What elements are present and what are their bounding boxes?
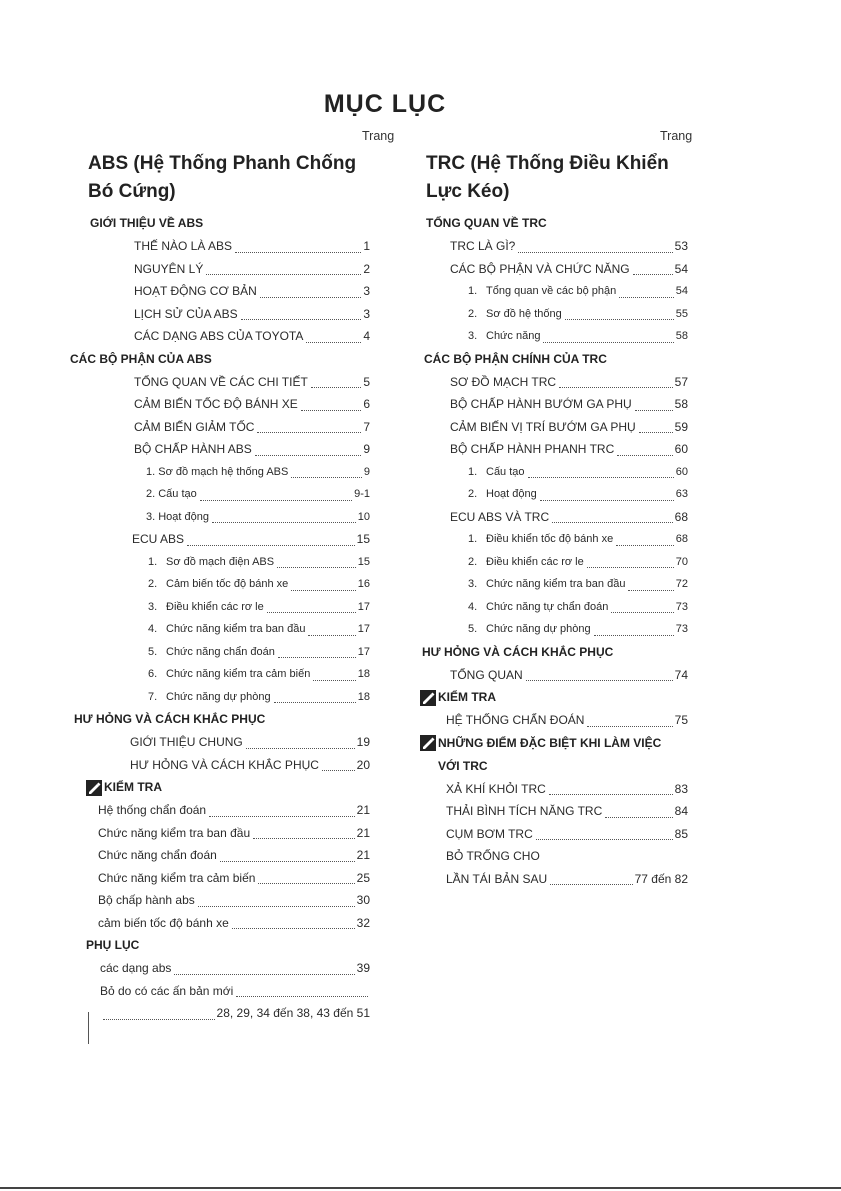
group-head-text: KIỂM TRA xyxy=(438,690,496,704)
leader-dots xyxy=(611,611,673,613)
entry-label: SƠ ĐỒ MẠCH TRC xyxy=(450,374,557,389)
entry-page: 70 xyxy=(675,555,688,568)
entry-page: 18 xyxy=(357,668,370,680)
entry-number: 2. xyxy=(148,578,158,590)
pencil-note-icon xyxy=(86,780,102,796)
entry-label: Chức năng chẩn đoán xyxy=(98,848,217,862)
entry-label: 2. Cấu tạo xyxy=(146,488,197,500)
trc-title-line-2: Lực Kéo) xyxy=(426,181,510,202)
toc-entry[interactable] xyxy=(98,889,370,912)
leader-dots xyxy=(639,431,673,433)
entry-number: 4. xyxy=(468,600,478,613)
leader-dots xyxy=(322,769,355,771)
entry-label: THẾ NÀO LÀ ABS xyxy=(134,239,233,253)
entry-page: 73 xyxy=(675,600,688,613)
entry-page: 9-1 xyxy=(354,488,370,500)
leader-dots xyxy=(206,273,361,275)
entry-page: 32 xyxy=(356,915,370,930)
leader-dots xyxy=(301,409,362,411)
group-head-text: NHỮNG ĐIỂM ĐẶC BIỆT KHI LÀM VIỆC xyxy=(438,735,662,750)
entry-page: 77 đến 82 xyxy=(634,871,688,886)
entry-page: 1 xyxy=(363,239,370,253)
entry-label: Chức năng kiểm tra ban đầu xyxy=(98,825,251,840)
entry-page: 85 xyxy=(674,826,688,841)
entry-label: CỤM BƠM TRC xyxy=(446,826,533,841)
leader-dots xyxy=(587,566,674,568)
entry-label: CẢM BIẾN VỊ TRÍ BƯỚM GA PHỤ xyxy=(450,419,636,434)
leader-dots xyxy=(212,521,356,523)
group-head-abs-inspection xyxy=(86,776,370,799)
toc-entry[interactable] xyxy=(148,641,370,664)
toc-entry[interactable] xyxy=(98,799,370,822)
leader-dots xyxy=(277,566,356,568)
entry-page: 58 xyxy=(675,330,688,342)
entry-number: 2. xyxy=(468,307,478,320)
toc-entry[interactable] xyxy=(146,483,370,506)
leader-dots xyxy=(313,679,355,681)
leader-dots xyxy=(311,386,362,388)
entry-label: Chức năng dự phòng xyxy=(486,623,591,635)
toc-entry[interactable] xyxy=(468,461,688,484)
abs-title-line-1: ABS (Hệ Thống Phanh Chống xyxy=(88,153,357,174)
toc-entry[interactable] xyxy=(134,280,370,303)
entry-page: 15 xyxy=(356,532,370,546)
toc-entry[interactable] xyxy=(98,912,370,935)
entry-label: THẢI BÌNH TÍCH NĂNG TRC xyxy=(446,804,603,818)
group-head-trc-special-notes-line-2: VỚI TRC xyxy=(438,758,488,773)
toc-entry[interactable] xyxy=(446,709,688,732)
entry-label: Điều khiển các rơ le xyxy=(486,555,584,568)
entry-page: 10 xyxy=(357,510,370,523)
entry-page: 58 xyxy=(674,397,688,411)
entry-label: LẦN TÁI BẢN SAU xyxy=(446,871,548,886)
leader-dots xyxy=(209,815,355,817)
toc-entry[interactable] xyxy=(450,371,688,394)
entry-label: HỆ THỐNG CHẨN ĐOÁN xyxy=(446,713,585,727)
leader-dots xyxy=(306,341,361,343)
entry-page: 21 xyxy=(356,803,370,817)
entry-label: 1. Sơ đồ mạch hệ thống ABS xyxy=(146,465,289,478)
entry-label: Chức năng kiểm tra cảm biến xyxy=(166,668,311,680)
entry-label: Chức năng kiểm tra ban đầu xyxy=(166,623,306,635)
toc-entry[interactable] xyxy=(148,686,370,709)
leader-dots xyxy=(257,431,361,433)
leader-dots xyxy=(291,476,362,478)
toc-entry[interactable] xyxy=(450,235,688,258)
toc-entry[interactable] xyxy=(134,258,370,281)
leader-dots xyxy=(267,611,356,613)
toc-entry[interactable] xyxy=(134,438,370,461)
pencil-note-icon xyxy=(420,735,436,751)
toc-entry[interactable] xyxy=(100,957,370,980)
toc-entry[interactable] xyxy=(450,506,688,529)
entry-page: 60 xyxy=(674,442,688,456)
entry-page: 84 xyxy=(674,804,688,818)
leader-dots xyxy=(518,251,672,253)
toc-entry[interactable] xyxy=(450,258,688,281)
entry-page: 7 xyxy=(363,419,370,434)
entry-number: 7. xyxy=(148,690,158,703)
group-head-abs-troubleshooting: HƯ HỎNG VÀ CÁCH KHẮC PHỤC xyxy=(74,712,266,726)
leader-dots xyxy=(635,409,673,411)
entry-label: Hệ thống chẩn đoán xyxy=(98,803,207,817)
entry-label: Cấu tạo xyxy=(486,465,525,478)
toc-entry[interactable] xyxy=(148,663,370,686)
leader-dots xyxy=(628,589,673,591)
toc-entry[interactable] xyxy=(130,731,370,754)
entry-page: 20 xyxy=(356,757,370,772)
leader-dots xyxy=(246,747,355,749)
group-head-trc-main-parts: CÁC BỘ PHẬN CHÍNH CỦA TRC xyxy=(424,351,607,366)
toc-entry[interactable] xyxy=(450,416,688,439)
toc-entry[interactable] xyxy=(468,596,688,619)
toc-entry[interactable] xyxy=(450,664,688,687)
abs-section-title xyxy=(88,150,370,206)
entry-label: HƯ HỎNG VÀ CÁCH KHẮC PHỤC xyxy=(130,757,319,772)
toc-entry[interactable] xyxy=(134,416,370,439)
entry-label: Cảm biến tốc độ bánh xe xyxy=(166,578,289,590)
leader-dots xyxy=(103,1018,215,1020)
entry-number: 1. xyxy=(148,555,158,568)
entry-number: 1. xyxy=(468,465,478,478)
toc-entry[interactable] xyxy=(98,822,370,845)
toc-entry[interactable] xyxy=(468,618,688,641)
entry-page: 18 xyxy=(357,690,370,703)
entry-label: cảm biến tốc độ bánh xe xyxy=(98,915,229,930)
group-head-text: KIỂM TRA xyxy=(104,780,162,794)
toc-entry[interactable] xyxy=(446,868,688,891)
entry-page: 68 xyxy=(675,533,688,545)
group-head-abs-intro: GIỚI THIỆU VỀ ABS xyxy=(90,216,204,230)
entry-page: 63 xyxy=(675,488,688,500)
entry-label: CẢM BIẾN GIẢM TỐC xyxy=(134,419,255,434)
entry-number: 6. xyxy=(148,668,158,680)
entry-label: Chức năng chẩn đoán xyxy=(166,645,275,658)
entry-page: 30 xyxy=(356,893,370,907)
toc-entry[interactable] xyxy=(468,483,688,506)
toc-entry[interactable] xyxy=(100,1002,370,1025)
entry-number: 3. xyxy=(148,600,158,613)
toc-entry[interactable] xyxy=(134,303,370,326)
entry-number: 1. xyxy=(468,533,478,545)
entry-page: 3 xyxy=(363,306,370,321)
leader-dots xyxy=(605,816,672,818)
leader-dots xyxy=(633,273,673,275)
entry-label: Sơ đồ mạch điện ABS xyxy=(166,555,275,568)
entry-label: 3. Hoạt động xyxy=(146,510,209,523)
toc-entry[interactable] xyxy=(148,618,370,641)
entry-page: 15 xyxy=(357,555,370,568)
toc-entry[interactable] xyxy=(450,393,688,416)
group-head-trc-inspection xyxy=(420,686,688,709)
group-head-trc-troubleshooting: HƯ HỎNG VÀ CÁCH KHẮC PHỤC xyxy=(422,644,614,659)
entry-label: CÁC DẠNG ABS CỦA TOYOTA xyxy=(134,329,304,343)
toc-entry[interactable] xyxy=(134,371,370,394)
toc-entry[interactable] xyxy=(468,573,688,596)
entry-label: Tổng quan về các bộ phận xyxy=(486,285,617,297)
entry-label: Bộ chấp hành abs xyxy=(98,893,195,907)
entry-page: 60 xyxy=(675,465,688,478)
entry-page: 53 xyxy=(674,239,688,253)
entry-page: 54 xyxy=(674,261,688,276)
entry-page: 4 xyxy=(363,329,370,343)
entry-label: HOẠT ĐỘNG CƠ BẢN xyxy=(134,284,257,298)
pencil-note-icon xyxy=(420,690,436,706)
left-page-column-label: Trang xyxy=(362,129,395,143)
toc-entry[interactable] xyxy=(446,800,688,823)
entry-label: XẢ KHÍ KHỎI TRC xyxy=(446,781,546,796)
entry-label: CÁC BỘ PHẬN VÀ CHỨC NĂNG xyxy=(450,261,630,276)
leader-dots xyxy=(274,701,356,703)
leader-dots xyxy=(258,882,354,884)
entry-page: 74 xyxy=(674,667,688,682)
entry-number: 3. xyxy=(468,578,478,590)
entry-page: 59 xyxy=(674,419,688,434)
leader-dots xyxy=(253,837,355,839)
leader-dots xyxy=(552,521,673,523)
leader-dots xyxy=(526,679,673,681)
leader-dots xyxy=(198,905,355,907)
leader-dots xyxy=(236,995,368,997)
toc-entry[interactable] xyxy=(468,303,688,326)
entry-page: 57 xyxy=(674,374,688,389)
toc-entry-text: BỎ TRỐNG CHO xyxy=(446,849,540,863)
entry-page: 39 xyxy=(356,961,370,975)
toc-entry[interactable] xyxy=(146,506,370,529)
margin-mark xyxy=(88,1012,89,1044)
entry-page: 54 xyxy=(675,285,688,297)
leader-dots xyxy=(543,341,673,343)
leader-dots xyxy=(291,589,355,591)
toc-entry[interactable] xyxy=(100,980,370,1003)
entry-label: TRC LÀ GÌ? xyxy=(450,239,516,253)
leader-dots xyxy=(536,838,673,840)
entry-page: 9 xyxy=(363,465,370,478)
entry-page: 16 xyxy=(357,578,370,590)
leader-dots xyxy=(619,296,673,298)
leader-dots xyxy=(174,973,354,975)
entry-number: 2. xyxy=(468,488,478,500)
right-page-column-label: Trang xyxy=(660,129,693,143)
group-head-trc-special-notes xyxy=(420,732,688,755)
entry-label: Bỏ do có các ấn bản mới xyxy=(100,983,234,998)
entry-page: 2 xyxy=(363,261,370,276)
entry-number: 3. xyxy=(468,330,478,342)
entry-label: Hoạt động xyxy=(486,488,537,500)
entry-label: Chức năng tự chẩn đoán xyxy=(486,600,609,613)
entry-label: Chức năng kiểm tra cảm biến xyxy=(98,870,256,885)
entry-label: TỔNG QUAN xyxy=(450,667,523,682)
group-head-trc-overview: TỔNG QUAN VỀ TRC xyxy=(426,216,547,230)
entry-page: 6 xyxy=(363,397,370,411)
toc-entry[interactable] xyxy=(130,754,370,777)
left-column xyxy=(70,150,370,1025)
abs-title-line-2: Bó Cứng) xyxy=(88,181,176,202)
entry-number: 1. xyxy=(468,285,478,297)
group-head-appendix: PHỤ LỤC xyxy=(86,938,140,952)
entry-page: 75 xyxy=(674,713,688,727)
leader-dots xyxy=(232,927,355,929)
entry-page: 17 xyxy=(357,623,370,635)
toc-entry[interactable] xyxy=(134,235,370,258)
entry-page: 21 xyxy=(356,825,370,840)
toc-entry[interactable] xyxy=(98,844,370,867)
leader-dots xyxy=(550,883,632,885)
leader-dots xyxy=(594,634,674,636)
toc-entry[interactable] xyxy=(134,393,370,416)
entry-label: Chức năng dự phòng xyxy=(166,690,271,703)
entry-page: 17 xyxy=(357,645,370,658)
leader-dots xyxy=(540,499,674,501)
trc-section-title xyxy=(426,150,688,206)
toc-entry[interactable] xyxy=(148,573,370,596)
toc-entry[interactable] xyxy=(132,528,370,551)
entry-page: 25 xyxy=(356,870,370,885)
entry-label: các dạng abs xyxy=(100,961,172,975)
leader-dots xyxy=(200,499,352,501)
entry-page: 9 xyxy=(363,442,370,456)
leader-dots xyxy=(260,296,362,298)
entry-label: Điều khiển các rơ le xyxy=(166,600,264,613)
entry-label: Chức năng kiểm tra ban đầu xyxy=(486,578,626,590)
entry-number: 2. xyxy=(468,555,478,568)
entry-page: 55 xyxy=(675,307,688,320)
entry-label: BỘ CHẤP HÀNH BƯỚM GA PHỤ xyxy=(450,397,632,411)
leader-dots xyxy=(559,386,673,388)
entry-page: 19 xyxy=(356,735,370,749)
entry-page: 68 xyxy=(674,509,688,524)
leader-dots xyxy=(528,476,674,478)
toc-entry[interactable] xyxy=(468,528,688,551)
leader-dots xyxy=(587,725,672,727)
entry-label: BỘ CHẤP HÀNH ABS xyxy=(134,442,252,456)
toc-entry[interactable] xyxy=(450,438,688,461)
leader-dots xyxy=(235,251,361,253)
entry-page: 73 xyxy=(675,623,688,635)
entry-page: 83 xyxy=(674,781,688,796)
entry-label: BỘ CHẤP HÀNH PHANH TRC xyxy=(450,442,615,456)
entry-page: 17 xyxy=(357,600,370,613)
toc-entry[interactable] xyxy=(134,325,370,348)
entry-number: 5. xyxy=(148,645,158,658)
leader-dots xyxy=(565,318,674,320)
entry-page: 5 xyxy=(363,374,370,389)
entry-label: Sơ đồ hệ thống xyxy=(486,307,562,320)
leader-dots xyxy=(220,860,355,862)
leader-dots xyxy=(187,544,355,546)
page-title: MỤC LỤC xyxy=(323,90,447,118)
entry-page: 28, 29, 34 đến 38, 43 đến 51 xyxy=(216,1006,370,1020)
entry-label: CẢM BIẾN TỐC ĐỘ BÁNH XE xyxy=(134,397,298,411)
leader-dots xyxy=(616,544,674,546)
toc-entry[interactable] xyxy=(446,823,688,846)
toc-entry[interactable] xyxy=(146,461,370,484)
leader-dots xyxy=(241,318,362,320)
leader-dots xyxy=(278,656,356,658)
entry-number: 4. xyxy=(148,623,158,635)
entry-label: ECU ABS VÀ TRC xyxy=(450,509,550,524)
entry-label: TỔNG QUAN VỀ CÁC CHI TIẾT xyxy=(134,374,308,389)
toc-entry[interactable] xyxy=(148,596,370,619)
entry-label: ECU ABS xyxy=(132,532,185,546)
leader-dots xyxy=(549,793,673,795)
entry-number: 5. xyxy=(468,623,478,635)
entry-page: 3 xyxy=(363,284,370,298)
entry-page: 72 xyxy=(675,578,688,590)
entry-label: NGUYÊN LÝ xyxy=(134,261,204,276)
toc-entry[interactable] xyxy=(148,551,370,574)
group-head-abs-parts: CÁC BỘ PHẬN CỦA ABS xyxy=(70,351,212,366)
entry-label: Chức năng xyxy=(486,330,541,342)
leader-dots xyxy=(617,454,672,456)
toc-entry[interactable] xyxy=(468,551,688,574)
trc-title-line-1: TRC (Hệ Thống Điều Khiển xyxy=(426,153,669,174)
right-column xyxy=(422,150,688,890)
leader-dots xyxy=(255,454,361,456)
entry-label: LỊCH SỬ CỦA ABS xyxy=(134,306,238,321)
toc-entry[interactable] xyxy=(468,280,688,303)
entry-label: GIỚI THIỆU CHUNG xyxy=(130,735,243,749)
toc-entry[interactable] xyxy=(446,778,688,801)
entry-page: 21 xyxy=(356,848,370,862)
toc-entry[interactable] xyxy=(98,867,370,890)
entry-label: Điều khiển tốc độ bánh xe xyxy=(486,533,614,545)
leader-dots xyxy=(308,634,355,636)
toc-entry[interactable] xyxy=(468,325,688,348)
page-bottom-edge xyxy=(0,1187,841,1189)
